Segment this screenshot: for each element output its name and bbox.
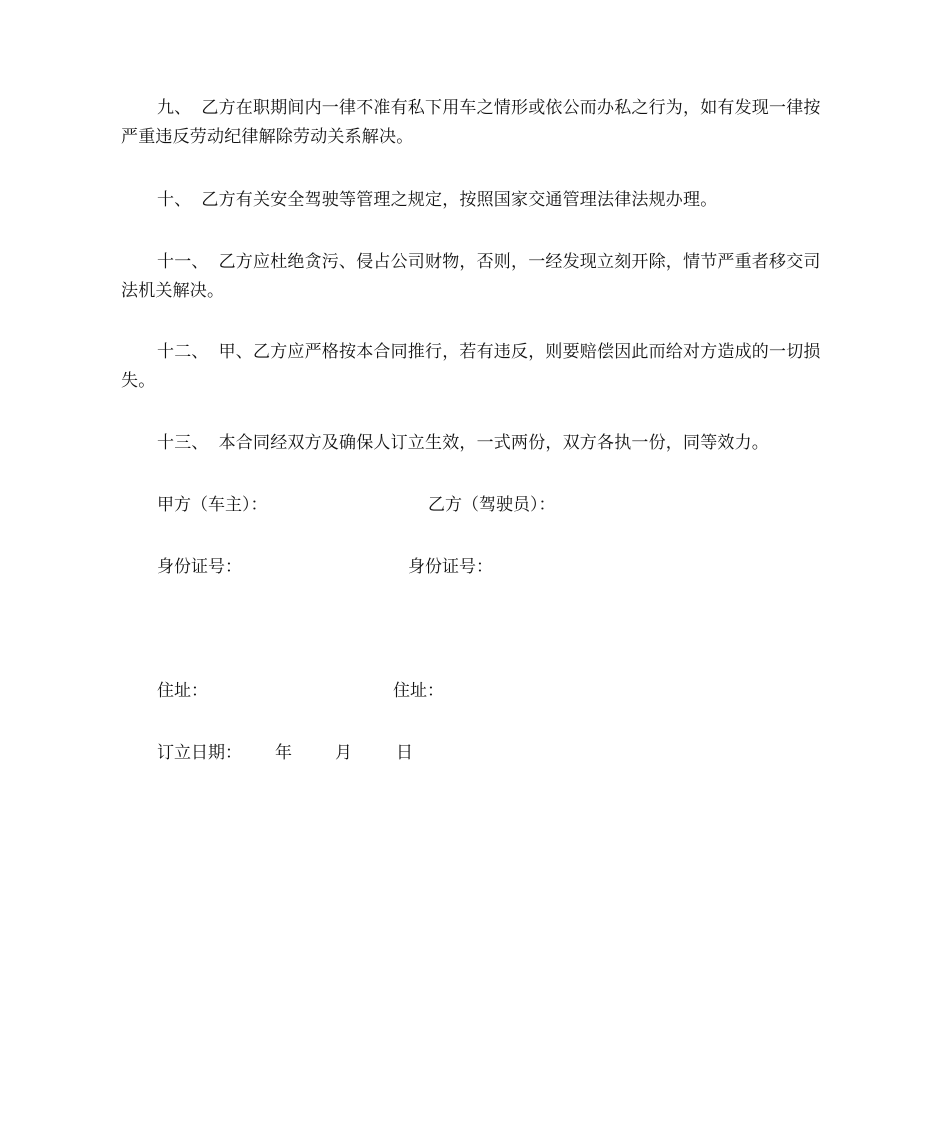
id-number-a-label: 身份证号： <box>157 557 242 577</box>
address-b-label: 住址： <box>393 681 444 701</box>
clause-text: 本合同经双方及确保人订立生效，一式两份，双方各执一份，同等效力。 <box>218 433 770 453</box>
party-b-label: 乙方（驾驶员）： <box>428 495 556 515</box>
id-number-b-label: 身份证号： <box>408 557 493 577</box>
clause-12 <box>121 338 833 396</box>
clause-number: 十一、 <box>157 252 209 272</box>
date-month: 月 <box>335 743 352 763</box>
clause-text: 乙方应杜绝贪污、侵占公司财物，否则，一经发现立刻开除，情节严重者移交司法机关解决。 <box>121 252 821 301</box>
party-a-label: 甲方（车主）： <box>157 495 268 515</box>
date-label: 订立日期： <box>157 743 242 763</box>
clause-10 <box>121 186 833 215</box>
clause-11 <box>121 248 833 306</box>
clause-number: 十二、 <box>157 342 209 362</box>
clause-9 <box>121 94 833 152</box>
clause-text: 乙方有关安全驾驶等管理之规定，按照国家交通管理法律法规办理。 <box>201 190 718 210</box>
clause-number: 十、 <box>157 190 192 210</box>
address-a-label: 住址： <box>157 681 208 701</box>
date-year: 年 <box>275 743 292 763</box>
clause-number: 九、 <box>157 98 192 118</box>
clause-text: 乙方在职期间内一律不准有私下用车之情形或依公而办私之行为，如有发现一律按严重违反劳动纪律解除劳动关系解决。 <box>121 98 821 147</box>
date-day: 日 <box>396 743 413 763</box>
clause-number: 十三、 <box>157 433 209 453</box>
clause-text: 甲、乙方应严格按本合同推行，若有违反，则要赔偿因此而给对方造成的一切损失。 <box>121 342 821 391</box>
clause-13 <box>121 429 833 458</box>
